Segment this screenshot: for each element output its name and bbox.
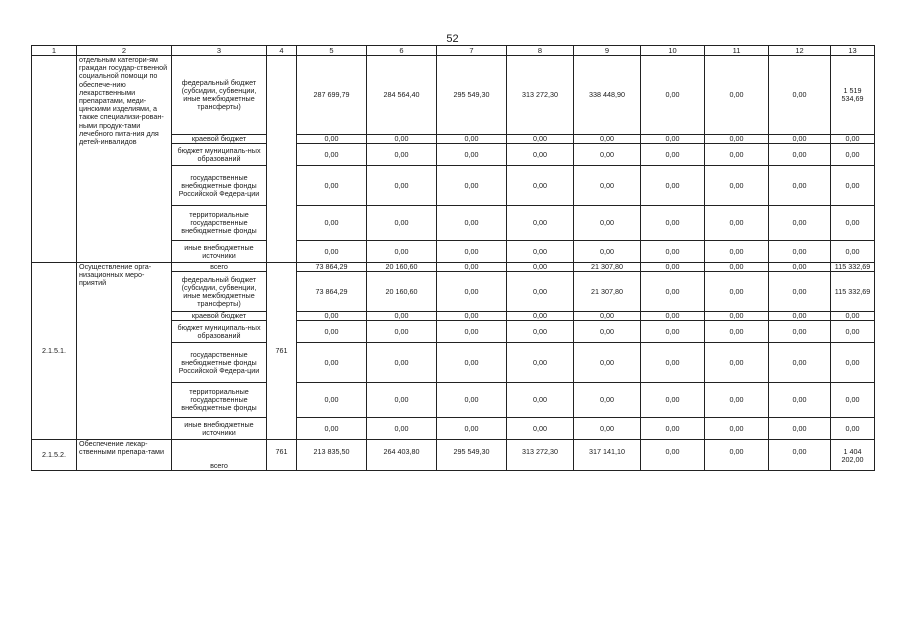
funding-source: всего xyxy=(172,263,267,272)
value-cell: 0,00 xyxy=(367,312,437,321)
value-cell: 1 519 534,69 xyxy=(831,56,875,135)
column-header: 13 xyxy=(831,46,875,56)
value-cell: 0,00 xyxy=(507,272,574,312)
value-cell: 0,00 xyxy=(705,135,769,144)
value-cell: 0,00 xyxy=(367,321,437,343)
value-cell: 0,00 xyxy=(831,166,875,206)
funding-source: государственные внебюджетные фонды Российской Федера-ции xyxy=(172,166,267,206)
value-cell: 0,00 xyxy=(297,206,367,241)
value-cell: 0,00 xyxy=(507,418,574,440)
value-cell: 0,00 xyxy=(437,272,507,312)
value-cell: 0,00 xyxy=(437,206,507,241)
value-cell: 0,00 xyxy=(769,263,831,272)
value-cell: 0,00 xyxy=(831,135,875,144)
column-header-row xyxy=(32,46,875,56)
value-cell: 284 564,40 xyxy=(367,56,437,135)
value-cell: 0,00 xyxy=(367,206,437,241)
value-cell: 0,00 xyxy=(831,418,875,440)
value-cell: 0,00 xyxy=(437,343,507,383)
value-cell: 0,00 xyxy=(641,418,705,440)
value-cell: 0,00 xyxy=(437,135,507,144)
value-cell: 0,00 xyxy=(769,206,831,241)
value-cell: 0,00 xyxy=(297,144,367,166)
value-cell: 317 141,10 xyxy=(574,440,641,471)
value-cell: 0,00 xyxy=(641,343,705,383)
value-cell: 0,00 xyxy=(705,312,769,321)
value-cell: 0,00 xyxy=(769,343,831,383)
value-cell: 0,00 xyxy=(367,418,437,440)
value-cell: 0,00 xyxy=(297,321,367,343)
column-header: 5 xyxy=(297,46,367,56)
value-cell: 0,00 xyxy=(705,418,769,440)
column-header: 3 xyxy=(172,46,267,56)
value-cell: 73 864,29 xyxy=(297,272,367,312)
value-cell: 0,00 xyxy=(437,263,507,272)
value-cell: 0,00 xyxy=(507,166,574,206)
value-cell: 0,00 xyxy=(437,241,507,263)
row-code: 2.1.5.2. xyxy=(32,440,77,471)
funding-source: бюджет муниципаль-ных образований xyxy=(172,321,267,343)
value-cell: 0,00 xyxy=(831,206,875,241)
value-cell: 115 332,69 xyxy=(831,272,875,312)
table-row xyxy=(32,263,875,272)
value-cell: 0,00 xyxy=(367,166,437,206)
value-cell: 73 864,29 xyxy=(297,263,367,272)
value-cell: 0,00 xyxy=(367,135,437,144)
value-cell: 0,00 xyxy=(574,166,641,206)
executor-code: 761 xyxy=(267,440,297,471)
funding-source: бюджет муниципаль-ных образований xyxy=(172,144,267,166)
value-cell: 0,00 xyxy=(705,166,769,206)
value-cell: 0,00 xyxy=(641,206,705,241)
value-cell: 0,00 xyxy=(769,144,831,166)
value-cell: 0,00 xyxy=(831,383,875,418)
value-cell: 0,00 xyxy=(641,166,705,206)
value-cell: 0,00 xyxy=(705,321,769,343)
value-cell: 0,00 xyxy=(641,383,705,418)
table-row xyxy=(32,440,875,471)
value-cell: 0,00 xyxy=(641,263,705,272)
executor-code: 761 xyxy=(267,263,297,440)
value-cell: 0,00 xyxy=(367,241,437,263)
value-cell: 0,00 xyxy=(831,321,875,343)
column-header: 1 xyxy=(32,46,77,56)
value-cell: 0,00 xyxy=(367,343,437,383)
value-cell: 0,00 xyxy=(437,312,507,321)
measure-description: отдельным категори-ям граждан государ-ственной социальной помощи по обеспече-нию лекарственными препаратами, меди-цинскими изделиями, а также специализи-рован-ными продук-тами лечебного пита-ния для детей-инвалидов xyxy=(77,56,172,263)
column-header: 9 xyxy=(574,46,641,56)
value-cell: 0,00 xyxy=(507,135,574,144)
funding-source: краевой бюджет xyxy=(172,135,267,144)
value-cell: 20 160,60 xyxy=(367,263,437,272)
column-header: 12 xyxy=(769,46,831,56)
funding-source: иные внебюджетные источники xyxy=(172,241,267,263)
value-cell: 0,00 xyxy=(641,321,705,343)
value-cell: 0,00 xyxy=(574,144,641,166)
value-cell: 0,00 xyxy=(297,383,367,418)
value-cell: 0,00 xyxy=(297,166,367,206)
value-cell: 0,00 xyxy=(641,144,705,166)
budget-table xyxy=(31,45,875,471)
value-cell: 0,00 xyxy=(769,241,831,263)
value-cell: 20 160,60 xyxy=(367,272,437,312)
value-cell: 0,00 xyxy=(641,135,705,144)
value-cell: 0,00 xyxy=(641,272,705,312)
value-cell: 0,00 xyxy=(574,206,641,241)
value-cell: 0,00 xyxy=(831,144,875,166)
measure-description: Осуществление орга-низационных меро-приятий xyxy=(77,263,172,440)
funding-source: государственные внебюджетные фонды Российской Федера-ции xyxy=(172,343,267,383)
value-cell: 0,00 xyxy=(367,383,437,418)
value-cell: 0,00 xyxy=(507,263,574,272)
value-cell: 0,00 xyxy=(574,312,641,321)
value-cell: 0,00 xyxy=(769,135,831,144)
value-cell: 0,00 xyxy=(769,56,831,135)
funding-source: иные внебюджетные источники xyxy=(172,418,267,440)
row-code: 2.1.5.1. xyxy=(32,263,77,440)
value-cell: 115 332,69 xyxy=(831,263,875,272)
value-cell: 0,00 xyxy=(831,312,875,321)
value-cell: 0,00 xyxy=(507,321,574,343)
column-header: 2 xyxy=(77,46,172,56)
value-cell: 0,00 xyxy=(641,241,705,263)
value-cell: 0,00 xyxy=(769,312,831,321)
value-cell: 0,00 xyxy=(574,418,641,440)
value-cell: 0,00 xyxy=(507,144,574,166)
value-cell: 0,00 xyxy=(574,135,641,144)
value-cell: 0,00 xyxy=(705,56,769,135)
executor-code xyxy=(267,56,297,263)
funding-source: федеральный бюджет (субсидии, субвенции, иные межбюджетные трансферты) xyxy=(172,56,267,135)
value-cell: 21 307,80 xyxy=(574,272,641,312)
value-cell: 0,00 xyxy=(297,343,367,383)
value-cell: 313 272,30 xyxy=(507,56,574,135)
column-header: 11 xyxy=(705,46,769,56)
value-cell: 0,00 xyxy=(705,343,769,383)
value-cell: 0,00 xyxy=(297,418,367,440)
value-cell: 0,00 xyxy=(769,321,831,343)
value-cell: 0,00 xyxy=(574,343,641,383)
value-cell: 0,00 xyxy=(297,312,367,321)
value-cell: 0,00 xyxy=(769,440,831,471)
value-cell: 0,00 xyxy=(831,343,875,383)
column-header: 7 xyxy=(437,46,507,56)
value-cell: 0,00 xyxy=(641,56,705,135)
value-cell: 0,00 xyxy=(574,383,641,418)
value-cell: 0,00 xyxy=(574,321,641,343)
funding-source: территориальные государственные внебюджетные фонды xyxy=(172,383,267,418)
column-header: 8 xyxy=(507,46,574,56)
value-cell: 0,00 xyxy=(705,206,769,241)
value-cell: 0,00 xyxy=(507,312,574,321)
column-header: 4 xyxy=(267,46,297,56)
value-cell: 0,00 xyxy=(437,144,507,166)
measure-description: Обеспечение лекар-ственными препара-тами xyxy=(77,440,172,471)
value-cell: 0,00 xyxy=(705,440,769,471)
value-cell: 0,00 xyxy=(367,144,437,166)
value-cell: 313 272,30 xyxy=(507,440,574,471)
table-row xyxy=(32,56,875,135)
value-cell: 0,00 xyxy=(574,241,641,263)
funding-source: федеральный бюджет (субсидии, субвенции, иные межбюджетные трансферты) xyxy=(172,272,267,312)
column-header: 10 xyxy=(641,46,705,56)
value-cell: 0,00 xyxy=(437,321,507,343)
value-cell: 0,00 xyxy=(769,272,831,312)
page-number: 52 xyxy=(446,33,459,45)
value-cell: 0,00 xyxy=(507,206,574,241)
value-cell: 0,00 xyxy=(437,383,507,418)
value-cell: 0,00 xyxy=(641,312,705,321)
funding-source: всего xyxy=(172,440,267,471)
value-cell: 0,00 xyxy=(769,418,831,440)
value-cell: 0,00 xyxy=(705,263,769,272)
value-cell: 0,00 xyxy=(297,241,367,263)
value-cell: 264 403,80 xyxy=(367,440,437,471)
value-cell: 0,00 xyxy=(705,144,769,166)
value-cell: 0,00 xyxy=(437,418,507,440)
value-cell: 0,00 xyxy=(437,166,507,206)
value-cell: 21 307,80 xyxy=(574,263,641,272)
value-cell: 0,00 xyxy=(705,241,769,263)
row-code xyxy=(32,56,77,263)
funding-source: территориальные государственные внебюджетные фонды xyxy=(172,206,267,241)
value-cell: 338 448,90 xyxy=(574,56,641,135)
value-cell: 0,00 xyxy=(831,241,875,263)
funding-source: краевой бюджет xyxy=(172,312,267,321)
value-cell: 0,00 xyxy=(769,166,831,206)
value-cell: 0,00 xyxy=(705,272,769,312)
value-cell: 295 549,30 xyxy=(437,56,507,135)
value-cell: 1 404 202,00 xyxy=(831,440,875,471)
value-cell: 0,00 xyxy=(769,383,831,418)
column-header: 6 xyxy=(367,46,437,56)
value-cell: 0,00 xyxy=(507,343,574,383)
value-cell: 0,00 xyxy=(641,440,705,471)
value-cell: 0,00 xyxy=(297,135,367,144)
value-cell: 287 699,79 xyxy=(297,56,367,135)
value-cell: 213 835,50 xyxy=(297,440,367,471)
value-cell: 295 549,30 xyxy=(437,440,507,471)
value-cell: 0,00 xyxy=(507,383,574,418)
value-cell: 0,00 xyxy=(705,383,769,418)
value-cell: 0,00 xyxy=(507,241,574,263)
